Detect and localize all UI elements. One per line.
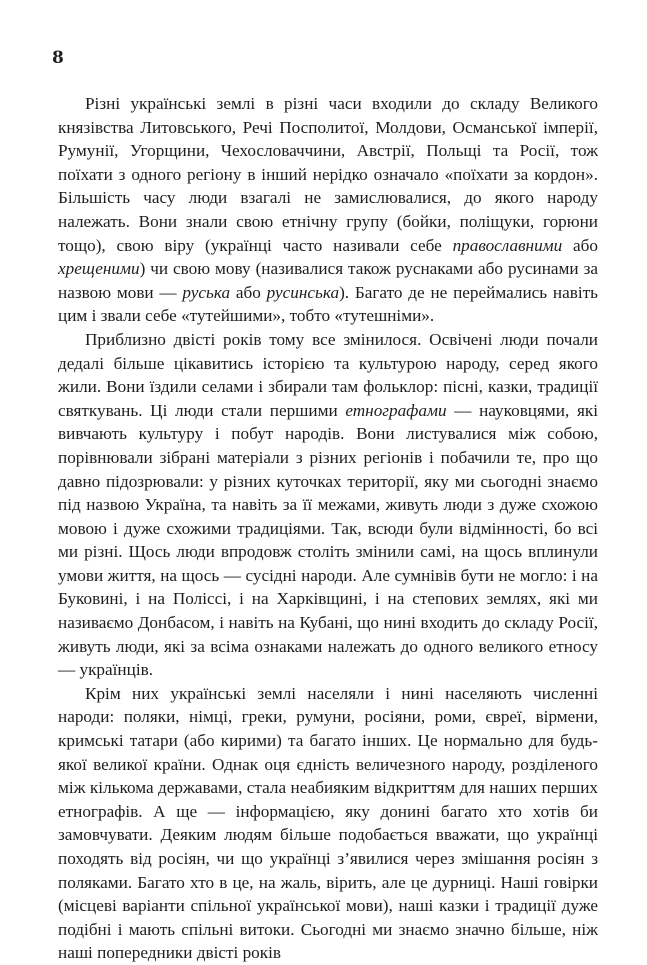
paragraph-3 <box>58 682 598 965</box>
text-run: Крім них українські землі населяли і нині населяють численні народи: поляки, німці, греки, румуни, росіяни, роми, євреї, вірмени, кримські татари (або кирими) та багато інших. Це нормально для будь-якої великої країни. Однак оця єдність величезного народу, розділеного між кількома державами, стала неабияким відкриттям для наших перших етнографів. А ще — інформацією, яку донині багато хто хотів би замовчувати. Деяким людям більше подобається вважати, що українці походять від росіян, чи що українці з’явилися через змішання росіян з поляками. Багато хто в це, на жаль, вірить, але це дурниці. Наші говірки (місцеві варіанти спільної української мови), наші казки і традиції дуже подібні і мають спільні витоки. Сьогодні ми знаємо значно більше, ніж наші попередники двісті років <box>58 683 598 963</box>
text-run: або <box>562 235 598 255</box>
italic-term: православними <box>452 235 563 255</box>
text-run: — науковцями, які вивчають культуру і побут народів. Вони листувалися між собою, порівнювали зібрані матеріали з різних регіонів і побачили те, про що давно підозрювали: у різних куточках території, яку ми сьогодні знаємо під назвою Україна, та навіть за її межами, живуть люди з дуже схожою мовою і дуже схожими традиціями. Так, всюди були відмінності, бо всі ми різні. Щось люди впродовж століть змінили самі, на щось вплинули умови життя, на щось — сусідні народи. Але сумнівів бути не могло: і на Буковині, і на Поліссі, і на Харківщині, і на степових землях, які ми називаємо Донбасом, і навіть на Кубані, що нині входить до складу Росії, живуть люди, які за всіма ознаками належать до одного великого етносу — українців. <box>58 400 598 680</box>
text-run: або <box>230 282 267 302</box>
italic-term: хрещеними <box>58 259 140 279</box>
text-run: Різні українські землі в різні часи входили до складу Великого князівства Литовського, Речі Посполитої, Молдови, Османської імперії, Румунії, Угорщини, Чехословаччини, Австрії, Польщі та Росії, тож поїхати з одного регіону в інший нерідко означало «поїхати за кордон». Більшість часу люди взагалі не замислювалися, до якого народу належать. Вони знали свою етнічну групу (бойки, поліщуки, горюни тощо), свою віру (українці часто називали себе <box>58 94 598 255</box>
paragraph-1 <box>58 92 598 328</box>
text-run: ) чи свою мову (називалися також руснаками або русинами за назвою мови — <box>58 259 598 302</box>
italic-term: етнографами <box>345 400 447 420</box>
text-run: ). Багато де не переймались навіть цим і звали себе «тутейшими», тобто «тутешніми». <box>58 282 598 326</box>
italic-term: руська <box>182 282 231 302</box>
text-run: Приблизно двісті років тому все змінилося. Освічені люди почали дедалі більше цікавитись історією та культурою народу, серед якого жили. Вони їздили селами і збирали там фольклор: пісні, казки, традиції святкувань. Ці люди стали першими <box>58 329 598 420</box>
italic-term: русинська <box>266 282 340 302</box>
body-text <box>58 92 598 965</box>
page-number: 8 <box>52 48 64 68</box>
paragraph-2 <box>58 328 598 682</box>
